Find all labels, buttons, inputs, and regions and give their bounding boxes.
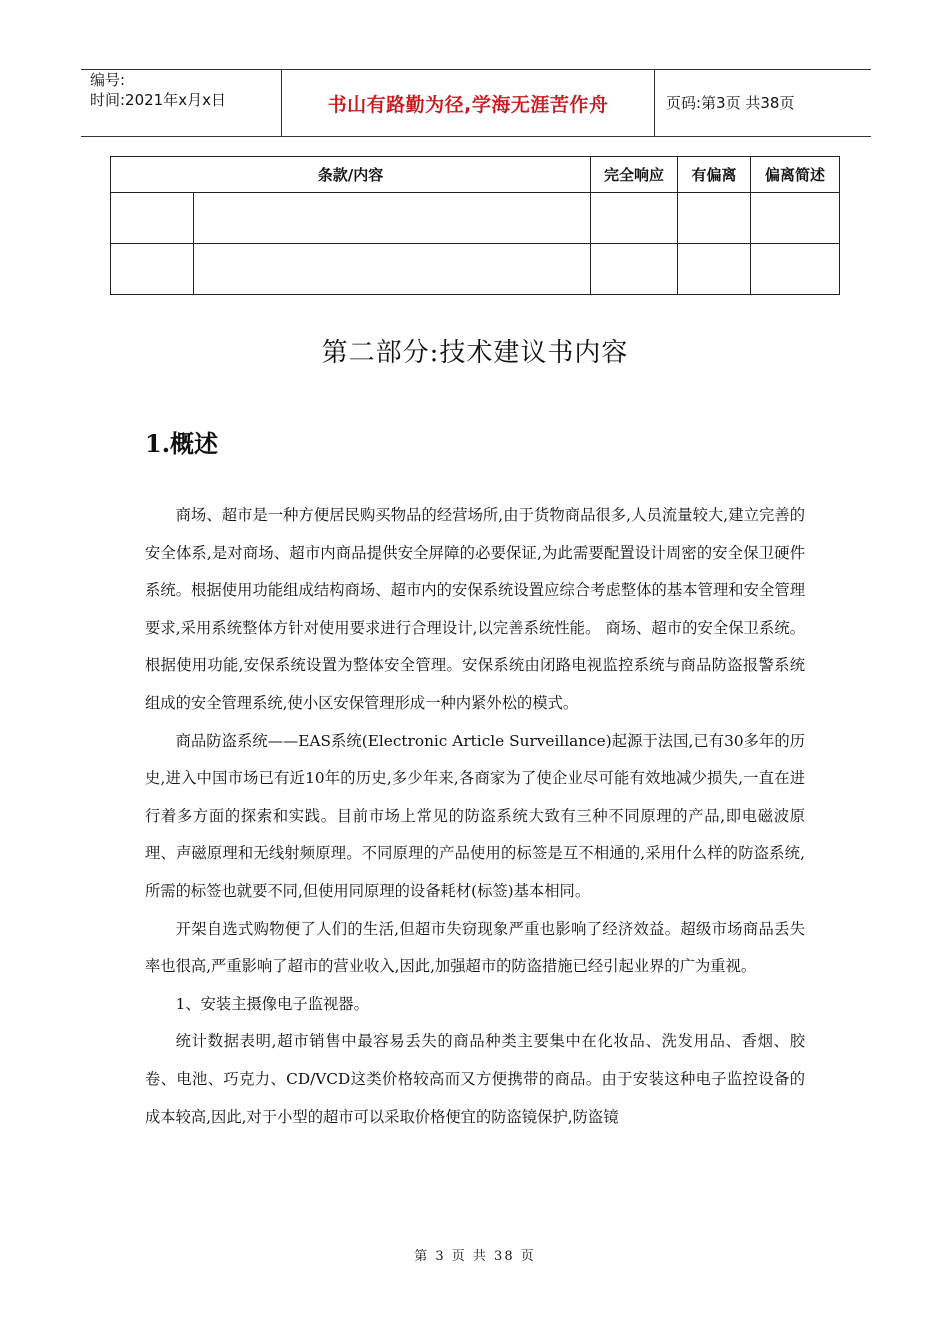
section-title: 1.概述 [145, 429, 219, 458]
table-cell[interactable] [750, 244, 839, 295]
header-divider-right [654, 69, 655, 136]
paragraph: 统计数据表明,超市销售中最容易丢失的商品种类主要集中在化妆品、洗发用品、香烟、胶卷、电池、巧克力、CD/VCD这类价格较高而又方便携带的商品。由于安装这种电子监控设备的成本较高,因此,对于小型的超市可以采取价格便宜的防盗镜保护,防盗镜 [145, 1032, 805, 1126]
table-cell[interactable] [590, 193, 677, 244]
document-number-label: 编号: [90, 71, 126, 89]
body-text [145, 497, 805, 1136]
table-row [111, 193, 840, 244]
table-cell[interactable] [111, 193, 194, 244]
document-date: 时间:2021年x月x日 [90, 91, 226, 109]
table-cell[interactable] [194, 244, 591, 295]
column-header-clause: 条款/内容 [111, 157, 591, 193]
paragraph: 商品防盗系统——EAS系统(Electronic Article Surveillance)起源于法国,已有30多年的历史,进入中国市场已有近10年的历史,多少年来,各商家为了使企业尽可能有效地减少损失,一直在进行着多方面的探索和实践。目前市场上常见的防盗系统大致有三种不同原理的产品,即电磁波原理、声磁原理和无线射频原理。不同原理的产品使用的标签是互不相通的,采用什么样的防盗系统,所需的标签也就要不同,但使用同原理的设备耗材(标签)基本相同。 [145, 731, 805, 900]
column-header-deviation: 有偏离 [677, 157, 750, 193]
table-cell[interactable] [111, 244, 194, 295]
response-table [110, 156, 840, 295]
header-page-info: 页码:第3页 共38页 [666, 94, 795, 112]
table-cell[interactable] [194, 193, 591, 244]
column-header-deviation-summary: 偏离简述 [750, 157, 839, 193]
table-cell[interactable] [677, 193, 750, 244]
table-cell[interactable] [677, 244, 750, 295]
paragraph: 1、安装主摄像电子监视器。 [175, 994, 369, 1013]
header-bottom-rule [81, 136, 871, 137]
table-row [111, 244, 840, 295]
paragraph: 开架自选式购物便了人们的生活,但超市失窃现象严重也影响了经济效益。超级市场商品丢失率也很高,严重影响了超市的营业收入,因此,加强超市的防盗措施已经引起业界的广为重视。 [145, 919, 805, 976]
part-title: 第二部分:技术建议书内容 [321, 338, 629, 368]
header-motto: 书山有路勤为径,学海无涯苦作舟 [327, 94, 609, 116]
table-cell[interactable] [750, 193, 839, 244]
header-meta [90, 70, 226, 110]
table-header-row [111, 157, 840, 193]
column-header-full-response: 完全响应 [590, 157, 677, 193]
page-footer: 第 3 页 共 38 页 [414, 1249, 536, 1264]
table-cell[interactable] [590, 244, 677, 295]
paragraph: 商场、超市是一种方便居民购买物品的经营场所,由于货物商品很多,人员流量较大,建立完善的安全体系,是对商场、超市内商品提供安全屏障的必要保证,为此需要配置设计周密的安全保卫硬件系统。根据使用功能组成结构商场、超市内的安保系统设置应综合考虑整体的基本管理和安全管理要求,采用系统整体方针对使用要求进行合理设计,以完善系统性能。 商场、超市的安全保卫系统。根据使用功能,安保系统设置为整体安全管理。安保系统由闭路电视监控系统与商品防盗报警系统组成的安全管理系统,使小区安保管理形成一种内紧外松的模式。 [145, 506, 805, 712]
